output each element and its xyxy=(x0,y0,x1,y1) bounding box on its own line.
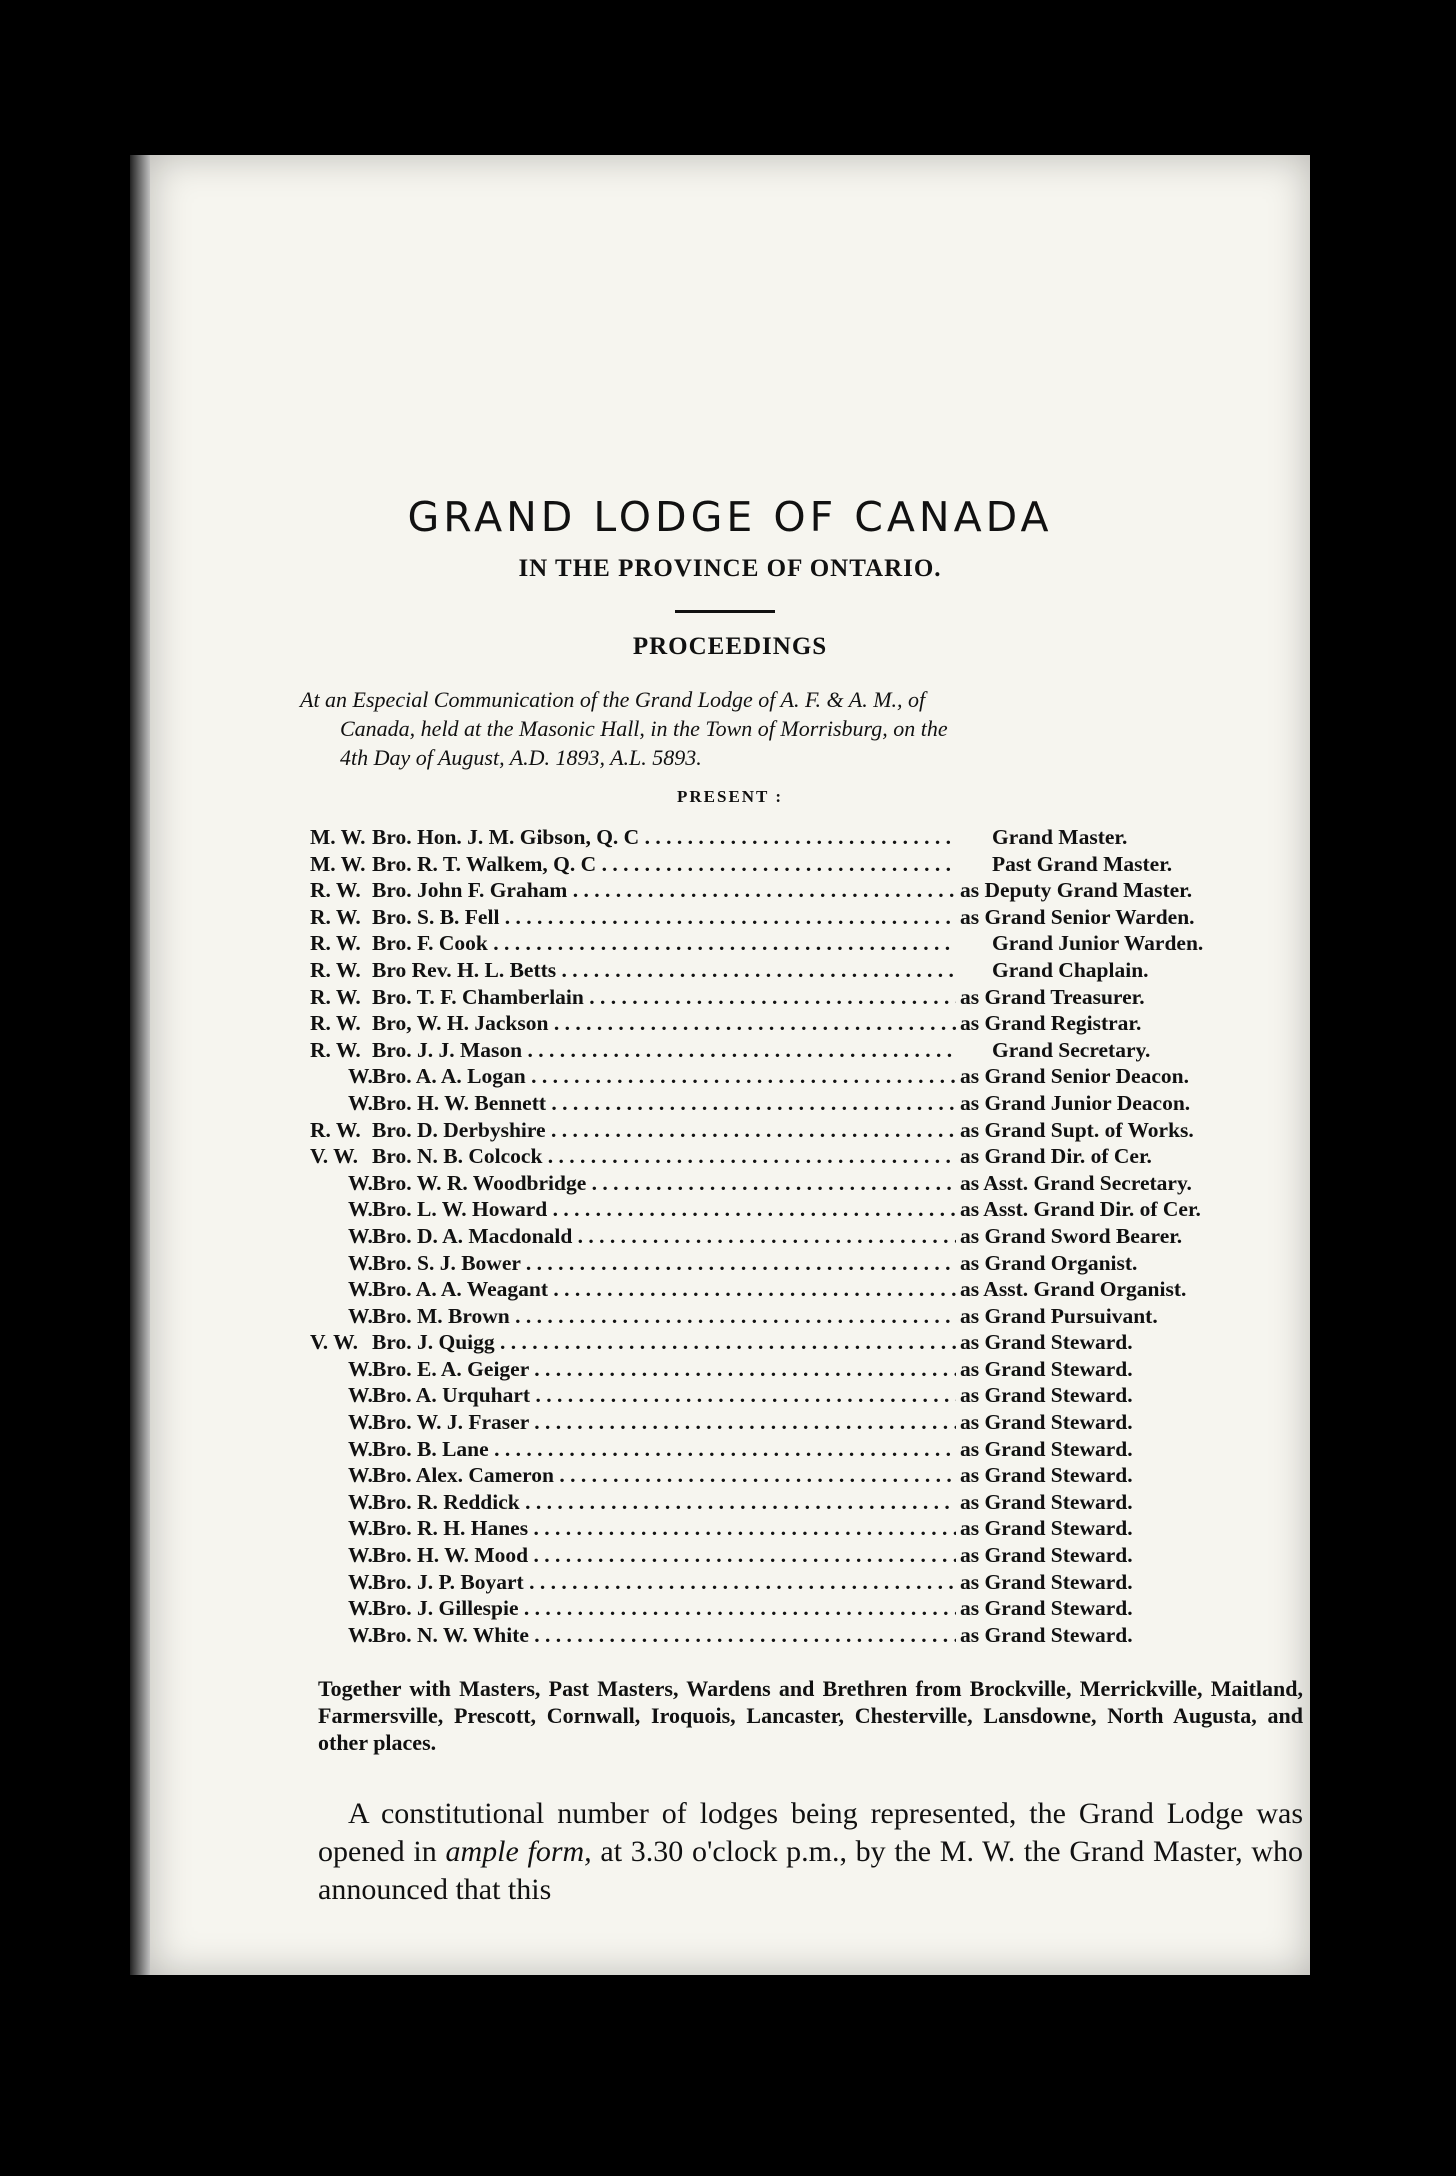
roster-row xyxy=(310,958,1310,985)
roster-name: Bro. A. Urquhart . . . xyxy=(372,1383,956,1408)
roster-rank: W. xyxy=(348,1596,373,1621)
roster-rank: W. xyxy=(348,1090,373,1115)
roster-office: as Grand Steward. xyxy=(960,1356,1133,1381)
roster-rank: W. xyxy=(348,1543,373,1568)
roster-rank: R. W. xyxy=(310,957,361,982)
roster-row xyxy=(310,985,1310,1012)
roster-row xyxy=(310,1091,1310,1118)
roster-name: Bro. J. J. Mason . . . xyxy=(372,1038,956,1063)
roster-name: Bro. F. Cook . . . xyxy=(372,931,956,956)
body-text: at 3.30 o'clock p.m., by the M. W. the Grand Master, who announced that this xyxy=(318,1835,1304,1906)
section-heading: PROCEEDINGS xyxy=(632,633,828,660)
attendance-roster xyxy=(310,825,1310,1649)
roster-rank: R. W. xyxy=(310,931,361,956)
roster-row xyxy=(310,852,1310,879)
roster-rank: R. W. xyxy=(310,1011,361,1036)
roster-rank: W. xyxy=(348,1223,373,1248)
roster-office: as Grand Steward. xyxy=(960,1516,1133,1541)
roster-rank: W. xyxy=(348,1170,373,1195)
roster-office: as Grand Steward. xyxy=(960,1436,1133,1461)
roster-name: Bro. Alex. Cameron . . . xyxy=(372,1463,956,1488)
roster-row xyxy=(310,1011,1310,1038)
roster-rank: V. W. xyxy=(310,1144,359,1169)
roster-rank: W. xyxy=(348,1356,373,1381)
roster-name: Bro. L. W. Howard . . . xyxy=(372,1197,956,1222)
roster-office: as Grand Steward. xyxy=(960,1410,1133,1435)
roster-rank: M. W. xyxy=(310,825,366,849)
attendance-note: Together with Masters, Past Masters, Wardens and Brethren from Brockville, Merrickville, Maitland, Farmersville, Prescott, Cornwall, Iroquois, Lancaster, Chesterville, Lansdowne, North Augusta, and other places. xyxy=(318,1676,1303,1755)
roster-row xyxy=(310,1543,1310,1570)
roster-name: Bro. T. F. Chamberlain . . . xyxy=(372,985,956,1010)
roster-row xyxy=(310,1357,1310,1384)
roster-name: Bro. N. B. Colcock . . . xyxy=(372,1144,956,1169)
roster-office: as Grand Senior Deacon. xyxy=(960,1064,1189,1089)
roster-row xyxy=(310,1038,1310,1065)
roster-office: Grand Secretary. xyxy=(992,1037,1151,1062)
roster-name: Bro. A. A. Logan . . . xyxy=(372,1064,956,1089)
roster-row xyxy=(310,1516,1310,1543)
roster-rank: W. xyxy=(348,1383,373,1408)
intro-line: At an Especial Communication of the Grand Lodge of A. F. & A. M., of xyxy=(300,687,926,712)
body-text: A constitutional number of lodges being represented, the Grand Lodge was opened in xyxy=(318,1797,1303,1868)
document-page xyxy=(150,155,1310,1975)
roster-office: as Grand Steward. xyxy=(960,1463,1133,1488)
roster-name: Bro. R. Reddick . . . xyxy=(372,1490,956,1515)
roster-row xyxy=(310,1118,1310,1145)
intro-paragraph xyxy=(300,685,1170,772)
roster-name: Bro. W. J. Fraser . . . xyxy=(372,1410,956,1435)
roster-name: Bro. M. Brown . . . xyxy=(372,1304,956,1329)
roster-rank: M. W. xyxy=(310,851,366,876)
roster-name: Bro, W. H. Jackson . . . xyxy=(372,1011,956,1036)
roster-office: Past Grand Master. xyxy=(992,851,1173,876)
roster-name: Bro. R. T. Walkem, Q. C . . . xyxy=(372,852,956,877)
roster-row xyxy=(310,1304,1310,1331)
roster-rank: W. xyxy=(348,1303,373,1328)
roster-office: as Asst. Grand Secretary. xyxy=(960,1170,1192,1195)
roster-name: Bro Rev. H. L. Betts . . . xyxy=(372,958,956,983)
body-emphasis: ample form, xyxy=(445,1835,592,1868)
roster-office: as Grand Supt. of Works. xyxy=(960,1117,1194,1142)
roster-name: Bro. Hon. J. M. Gibson, Q. C . . . xyxy=(372,825,956,850)
roster-office: Grand Junior Warden. xyxy=(992,931,1204,956)
roster-row xyxy=(310,1383,1310,1410)
roster-row xyxy=(310,1144,1310,1171)
roster-office: as Grand Steward. xyxy=(960,1569,1133,1594)
roster-rank: V. W. xyxy=(310,1330,359,1355)
roster-name: Bro. J. Quigg . . . xyxy=(372,1330,956,1355)
roster-row xyxy=(310,1064,1310,1091)
roster-name: Bro. D. A. Macdonald . . . xyxy=(372,1224,956,1249)
roster-name: Bro. R. H. Hanes . . . xyxy=(372,1516,956,1541)
roster-office: as Grand Steward. xyxy=(960,1622,1133,1647)
roster-row xyxy=(310,1251,1310,1278)
roster-office: as Asst. Grand Dir. of Cer. xyxy=(960,1197,1201,1222)
roster-name: Bro. J. P. Boyart . . . xyxy=(372,1570,956,1595)
roster-office: as Asst. Grand Organist. xyxy=(960,1277,1187,1302)
roster-office: as Grand Steward. xyxy=(960,1383,1133,1408)
roster-office: as Grand Dir. of Cer. xyxy=(960,1144,1152,1169)
roster-row xyxy=(310,1171,1310,1198)
page-title: GRAND LODGE OF CANADA xyxy=(407,493,1053,541)
roster-row xyxy=(310,1463,1310,1490)
roster-name: Bro. H. W. Mood . . . xyxy=(372,1543,956,1568)
roster-office: as Grand Steward. xyxy=(960,1543,1133,1568)
roster-rank: W. xyxy=(348,1410,373,1435)
roster-name: Bro. E. A. Geiger . . . xyxy=(372,1357,956,1382)
roster-row xyxy=(310,1490,1310,1517)
roster-name: Bro. J. Gillespie . . . xyxy=(372,1596,956,1621)
roster-name: Bro. W. R. Woodbridge . . . xyxy=(372,1171,956,1196)
roster-name: Bro. D. Derbyshire . . . xyxy=(372,1118,956,1143)
roster-rank: W. xyxy=(348,1622,373,1647)
roster-rank: W. xyxy=(348,1064,373,1089)
roster-rank: W. xyxy=(348,1197,373,1222)
roster-row xyxy=(310,878,1310,905)
roster-row xyxy=(310,1224,1310,1251)
roster-row xyxy=(310,1197,1310,1224)
roster-rank: R. W. xyxy=(310,1037,361,1062)
roster-row xyxy=(310,1410,1310,1437)
roster-office: as Grand Steward. xyxy=(960,1489,1133,1514)
roster-office: Grand Chaplain. xyxy=(992,957,1149,982)
roster-rank: W. xyxy=(348,1250,373,1275)
roster-name: Bro. H. W. Bennett . . . xyxy=(372,1091,956,1116)
page-subtitle: IN THE PROVINCE OF ONTARIO. xyxy=(518,555,942,582)
roster-row xyxy=(310,1596,1310,1623)
roster-row xyxy=(310,1570,1310,1597)
roster-office: as Grand Organist. xyxy=(960,1250,1138,1275)
roster-rank: R. W. xyxy=(310,878,361,903)
body-paragraph xyxy=(318,1795,1303,1909)
roster-rank: W. xyxy=(348,1489,373,1514)
intro-line: Canada, held at the Masonic Hall, in the Town of Morrisburg, on the xyxy=(340,716,948,741)
roster-row xyxy=(310,1277,1310,1304)
roster-rank: R. W. xyxy=(310,904,361,929)
roster-rank: W. xyxy=(348,1436,373,1461)
roster-office: as Grand Treasurer. xyxy=(960,984,1145,1009)
roster-office: as Grand Senior Warden. xyxy=(960,904,1195,929)
roster-name: Bro. B. Lane . . . xyxy=(372,1437,956,1462)
roster-name: Bro. N. W. White . . . xyxy=(372,1623,956,1648)
roster-row xyxy=(310,931,1310,958)
roster-rank: W. xyxy=(348,1569,373,1594)
roster-rank: W. xyxy=(348,1463,373,1488)
roster-name: Bro. A. A. Weagant . . . xyxy=(372,1277,956,1302)
roster-row xyxy=(310,825,1310,852)
present-label: PRESENT : xyxy=(676,787,783,806)
roster-rank: R. W. xyxy=(310,1117,361,1142)
roster-rank: W. xyxy=(348,1516,373,1541)
roster-office: as Grand Junior Deacon. xyxy=(960,1090,1191,1115)
roster-row xyxy=(310,1623,1310,1650)
roster-row xyxy=(310,1437,1310,1464)
roster-office: as Grand Sword Bearer. xyxy=(960,1223,1183,1248)
roster-name: Bro. S. B. Fell . . . xyxy=(372,905,956,930)
roster-name: Bro. John F. Graham . . . xyxy=(372,878,956,903)
roster-office: as Deputy Grand Master. xyxy=(960,878,1193,903)
roster-row xyxy=(310,905,1310,932)
roster-rank: R. W. xyxy=(310,984,361,1009)
roster-row xyxy=(310,1330,1310,1357)
roster-office: as Grand Steward. xyxy=(960,1330,1133,1355)
roster-office: Grand Master. xyxy=(992,825,1128,849)
roster-office: as Grand Pursuivant. xyxy=(960,1303,1158,1328)
intro-line: 4th Day of August, A.D. 1893, A.L. 5893. xyxy=(340,745,702,770)
roster-office: as Grand Registrar. xyxy=(960,1011,1142,1036)
roster-rank: W. xyxy=(348,1277,373,1302)
page-edge-shadow xyxy=(130,155,152,1975)
roster-office: as Grand Steward. xyxy=(960,1596,1133,1621)
title-divider xyxy=(675,610,775,613)
roster-name: Bro. S. J. Bower . . . xyxy=(372,1251,956,1276)
